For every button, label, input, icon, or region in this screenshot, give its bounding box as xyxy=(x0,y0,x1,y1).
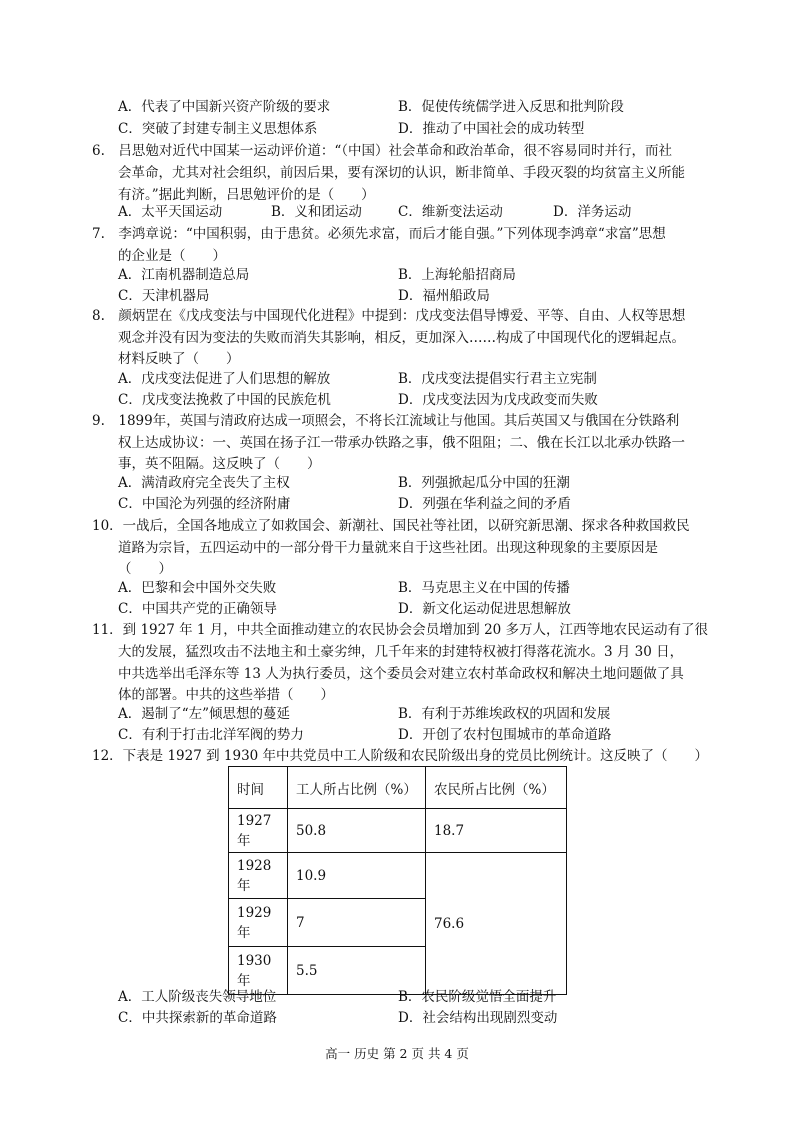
q10-option-d: D．新文化运动促进思想解放 xyxy=(398,601,571,617)
q12-option-a: A．工人阶级丧失领导地位 xyxy=(118,989,277,1005)
party-member-ratio-table xyxy=(228,766,567,995)
q11-option-d: D．开创了农村包围城市的革命道路 xyxy=(398,727,612,743)
q8-stem-line-3: 材料反映了（ ） xyxy=(118,351,240,367)
table-header-year: 时间 xyxy=(229,767,288,809)
table-cell-farmer: 18.7 xyxy=(426,809,567,853)
table-row xyxy=(229,853,567,899)
table-cell-farmer-merged: 76.6 xyxy=(426,853,567,995)
q7-option-c: C．天津机器局 xyxy=(118,288,210,304)
q6-stem-line-3: 有济。”据此判断，吕思勉评价的是（ ） xyxy=(118,187,375,203)
q9-stem-line-1: 9. 1899年，英国与清政府达成一项照会，不将长江流域让与他国。其后英国又与俄国在分铁路利 xyxy=(92,413,680,429)
q5-option-a: A．代表了中国新兴资产阶级的要求 xyxy=(118,99,331,115)
q10-stem-line-3: （ ） xyxy=(118,561,172,577)
q8-stem-line-2: 观念并没有因为变法的失败而消失其影响，相反，更加深入……构成了中国现代化的逻辑起点。 xyxy=(118,330,685,346)
q9-option-a: A．满清政府完全丧失了主权 xyxy=(118,475,290,491)
q9-stem-line-2: 权上达成协议：一、英国在扬子江一带承办铁路之事，俄不阻阻；二、俄在长江以北承办铁路一 xyxy=(118,435,685,451)
q6-option-d: D．洋务运动 xyxy=(553,204,632,220)
q12-option-b: B．农民阶级觉悟全面提升 xyxy=(398,989,557,1005)
q12-option-c: C．中共探索新的革命道路 xyxy=(118,1010,277,1026)
q10-option-b: B．马克思主义在中国的传播 xyxy=(398,580,570,596)
q12-option-d: D．社会结构出现剧烈变动 xyxy=(398,1010,558,1026)
q10-option-c: C．中国共产党的正确领导 xyxy=(118,601,277,617)
q7-option-b: B．上海轮船招商局 xyxy=(398,267,516,283)
table-header-worker: 工人所占比例（%） xyxy=(288,767,426,809)
q7-stem-line-1: 7. 李鸿章说：“中国积弱，由于患贫。必须先求富，而后才能自强。”下列体现李鸿章“求富”思想 xyxy=(92,226,666,242)
table-header-farmer: 农民所占比例（%） xyxy=(426,767,567,809)
q11-stem-line-1: 11．到 1927 年 1 月，中共全面推动建立的农民协会会员增加到 20 多万人，江西等地农民运动有了很 xyxy=(92,622,709,638)
q11-option-a: A．遏制了“左”倾思想的蔓延 xyxy=(118,706,291,722)
table-cell-year: 1929 年 xyxy=(229,899,288,947)
q10-option-a: A．巴黎和会中国外交失败 xyxy=(118,580,277,596)
q9-option-b: B．列强掀起瓜分中国的狂潮 xyxy=(398,475,570,491)
q6-stem-line-2: 会革命，尤其对社会组织，前因后果，要有深切的认识，断非简单、手段灭裂的均贫富主义所能 xyxy=(118,165,685,181)
q11-stem-line-2: 大的发展，猛烈攻击不法地主和土豪劣绅，几千年来的封建特权被打得落花流水。3 月 30 日， xyxy=(118,644,684,660)
q11-option-b: B．有利于苏维埃政权的巩固和发展 xyxy=(398,706,611,722)
q5-option-b: B．促使传统儒学进入反思和批判阶段 xyxy=(398,99,624,115)
q8-option-c: C．戊戌变法挽救了中国的民族危机 xyxy=(118,392,331,408)
q12-stem: 12．下表是 1927 到 1930 年中共党员中工人阶级和农民阶级出身的党员比例统计。这反映了（ ） xyxy=(92,748,709,764)
q7-option-a: A．江南机器制造总局 xyxy=(118,267,250,283)
q8-option-b: B．戊戌变法提倡实行君主立宪制 xyxy=(398,371,597,387)
table-cell-worker: 5.5 xyxy=(288,947,426,995)
q10-stem-line-1: 10．一战后，全国各地成立了如救国会、新潮社、国民社等社团，以研究新思潮、探求各种救国救民 xyxy=(92,518,690,534)
q7-stem-line-2: 的企业是（ ） xyxy=(118,248,226,264)
q11-option-c: C．有利于打击北洋军阀的势力 xyxy=(118,727,304,743)
q10-stem-line-2: 道路为宗旨，五四运动中的一部分骨干力量就来自于这些社团。出现这种现象的主要原因是 xyxy=(118,540,658,556)
q9-option-d: D．列强在华利益之间的矛盾 xyxy=(398,496,571,512)
q11-stem-line-4: 体的部署。中共的这些举措（ ） xyxy=(118,687,334,703)
q11-stem-line-3: 中共选举出毛泽东等 13 人为执行委员，这个委员会对建立农村革命政权和解决土地问题做了具 xyxy=(118,666,684,682)
q6-option-c: C．维新变法运动 xyxy=(398,204,503,220)
page-footer: 高一 历史 第 2 页 共 4 页 xyxy=(325,1046,469,1061)
q8-option-d: D．戊戌变法因为戊戌政变而失败 xyxy=(398,392,598,408)
table-header-row xyxy=(229,767,567,809)
q9-option-c: C．中国沦为列强的经济附庸 xyxy=(118,496,291,512)
table-cell-worker: 10.9 xyxy=(288,853,426,899)
q7-option-d: D．福州船政局 xyxy=(398,288,490,304)
table-row xyxy=(229,809,567,853)
q5-option-c: C．突破了封建专制主义思想体系 xyxy=(118,121,318,137)
q6-option-b: B．义和团运动 xyxy=(271,204,362,220)
table-cell-worker: 7 xyxy=(288,899,426,947)
q5-option-d: D．推动了中国社会的成功转型 xyxy=(398,121,585,137)
q6-option-a: A．太平天国运动 xyxy=(118,204,223,220)
q8-option-a: A．戊戌变法促进了人们思想的解放 xyxy=(118,371,331,387)
table-cell-year: 1930 年 xyxy=(229,947,288,995)
table-cell-year: 1927 年 xyxy=(229,809,288,853)
table-cell-year: 1928 年 xyxy=(229,853,288,899)
table-cell-worker: 50.8 xyxy=(288,809,426,853)
q6-stem-line-1: 6. 吕思勉对近代中国某一运动评价道：“（中国）社会革命和政治革命，很不容易同时并行，而社 xyxy=(92,143,673,159)
q8-stem-line-1: 8. 颜炳罡在《戊戌变法与中国现代化进程》中提到：戊戌变法倡导博爱、平等、自由、人权等思想 xyxy=(92,308,686,324)
q9-stem-line-3: 事，英不阻隔。这反映了（ ） xyxy=(118,456,321,472)
